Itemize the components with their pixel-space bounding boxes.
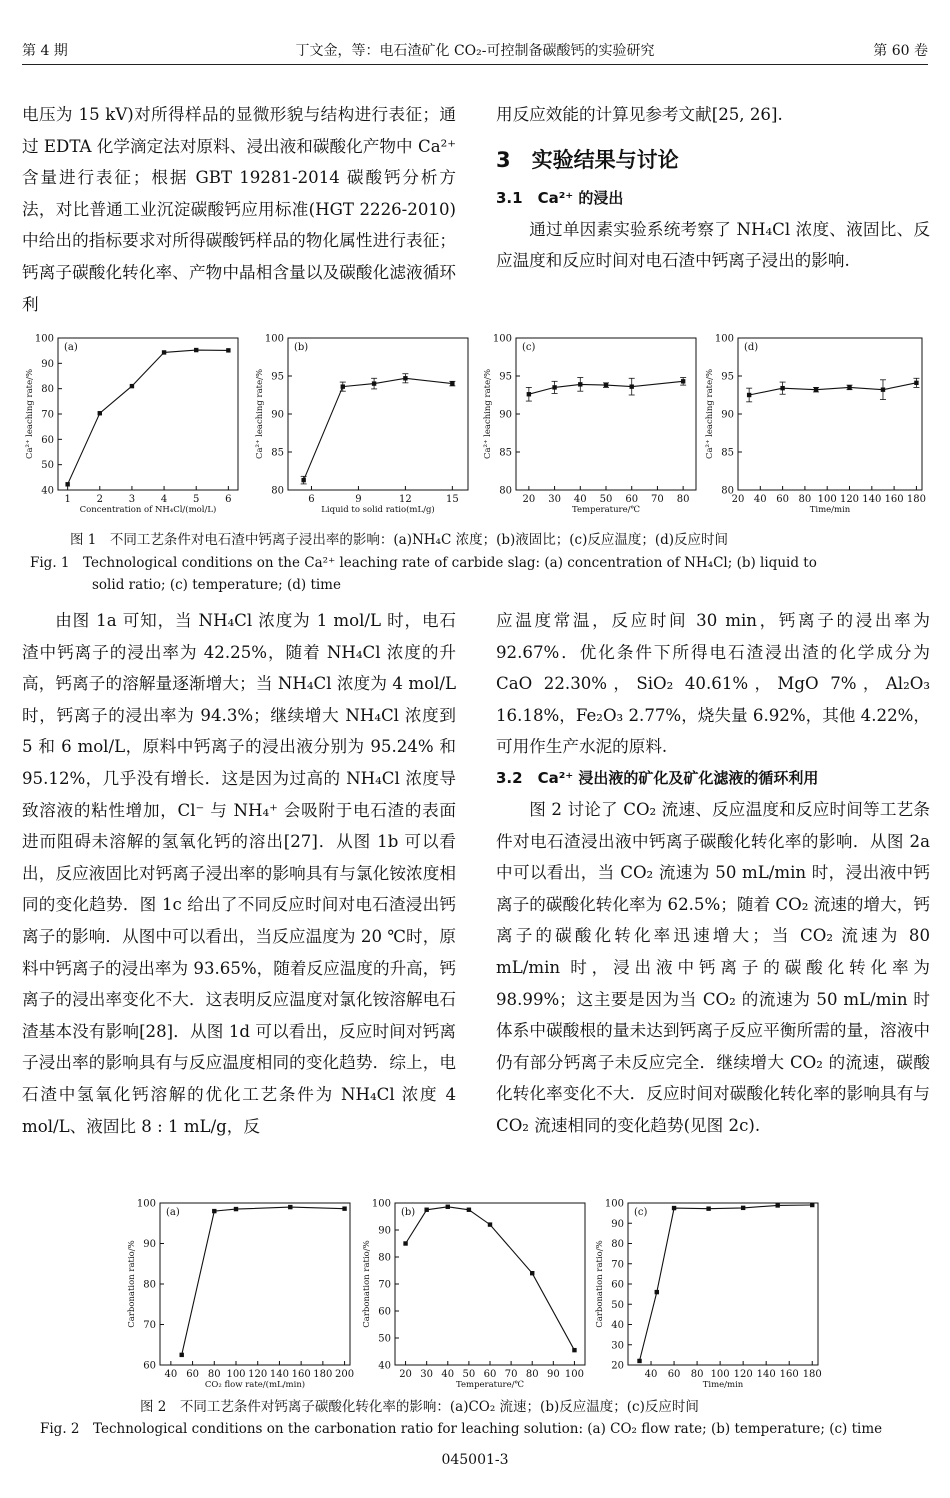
figure-2-caption-cn: 图 2 不同工艺条件对钙离子碳酸化转化率的影响：(a)CO₂ 流速；(b)反应温度；(c)反应时间 <box>140 1399 699 1415</box>
y-tick-label: 100 <box>492 333 512 345</box>
data-point <box>672 1206 676 1210</box>
series-line <box>68 350 229 484</box>
y-tick-label: 100 <box>714 333 734 345</box>
y-tick-label: 40 <box>611 1320 624 1331</box>
series-line <box>749 383 916 395</box>
y-tick-label: 60 <box>41 434 54 446</box>
x-tick-label: 70 <box>504 1369 518 1380</box>
plot-frame <box>58 338 238 490</box>
y-tick-label: 80 <box>721 485 734 497</box>
y-tick-label: 90 <box>143 1239 156 1250</box>
x-tick-label: 5 <box>193 494 200 505</box>
x-tick-label: 80 <box>798 494 812 505</box>
x-tick-label: 160 <box>884 494 904 505</box>
y-tick-label: 40 <box>41 485 54 497</box>
panel-label: (d) <box>744 342 759 353</box>
figure-1-caption-en: Fig. 1 Technological conditions on the Ca²⁺ leaching rate of carbide slag: (a) concentration of NH₄Cl; (b) liquid to <box>30 555 817 571</box>
x-tick-label: 40 <box>753 494 767 505</box>
x-tick-label: 40 <box>644 1369 658 1380</box>
data-point <box>424 1208 428 1212</box>
y-tick-label: 40 <box>378 1360 391 1372</box>
paragraph-optimal-conditions: 应温度常温，反应时间 30 min，钙离子的浸出率为 92.67%．优化条件下所得电石渣浸出渣的化学成分为 CaO 22.30%，SiO₂ 40.61%，MgO 7%，Al₂O₃ 16.18%，Fe₂O₃ 2.77%，烧失量 6.92%，其他 4.22%，可用作生产水泥的原料. <box>496 611 930 757</box>
paragraph-fig1-discussion: 由图 1a 可知，当 NH₄Cl 浓度为 1 mol/L 时，电石渣中钙离子的浸出率为 42.25%，随着 NH₄Cl 浓度的升高，钙离子的溶解量逐渐增大；当 NH₄Cl 浓度为 4 mol/L 时，钙离子的浸出率为 94.3%；继续增大 NH₄Cl 浓度到 5 和 6 mol/L，原料中钙离子的浸出液分别为 95.24% 和 95.12%，几乎没有增长．这是因为过高的 NH₄Cl 浓度导致溶液的粘性增加，Cl⁻ 与 NH₄⁺ 会吸附于电石渣的表面进而阻碍未溶解的氢氧化钙的溶出[27]．从图 1b 可以看出，反应液固比对钙离子浸出率的影响具有与氯化铵浓度相同的变化趋势．图 1c 给出了不同反应时间对电石渣浸出钙离子的影响．从图中可以看出，当反应温度为 20 ℃时，原料中钙离子的浸出率为 93.65%，随着反应温度的升高，钙离子的浸出率变化不大．这表明反应温度对氯化铵溶解电石渣基本没有影响[28]．从图 1d 可以看出，反应时间对钙离子浸出率的影响具有与反应温度相同的变化趋势．综上，电石渣中氢氧化钙溶解的优化工艺条件为 NH₄Cl 浓度 4 mol/L、液固比 8 : 1 mL/g，反 <box>22 611 456 1136</box>
y-axis-label: Ca²⁺ leaching rate/% <box>25 368 35 460</box>
x-tick-label: 50 <box>462 1369 476 1380</box>
y-tick-label: 60 <box>143 1360 156 1372</box>
x-tick-label: 6 <box>225 494 232 505</box>
x-tick-label: 160 <box>779 1369 799 1380</box>
x-axis-label: Temperature/℃ <box>571 505 641 515</box>
x-tick-label: 60 <box>667 1369 681 1380</box>
x-tick-label: 20 <box>522 494 536 505</box>
y-tick-label: 70 <box>611 1259 624 1271</box>
data-point <box>226 348 230 352</box>
y-tick-label: 90 <box>611 1218 624 1230</box>
y-tick-label: 90 <box>378 1225 391 1237</box>
x-tick-label: 30 <box>420 1369 434 1380</box>
y-tick-label: 85 <box>499 447 512 459</box>
x-tick-label: 90 <box>546 1369 560 1380</box>
x-axis-label: Concentration of NH₄Cl/(mol/L) <box>79 505 217 515</box>
y-tick-label: 20 <box>611 1360 624 1372</box>
paragraph-carbonation: 图 2 讨论了 CO₂ 流速、反应温度和反应时间等工艺条件对电石渣浸出液中钙离子碳酸化转化率的影响．从图 2a 中可以看出，当 CO₂ 流速为 50 mL/min 时，浸出液中钙离子的碳酸化转化率为 62.5%；随着 CO₂ 流速的增大，钙离子的碳酸化转化率迅速增大；当 CO₂ 流速为 80 mL/min 时，浸出液中钙离子的碳酸化转化率为 98.99%；这主要是因为当 CO₂ 的流速为 50 mL/min 时体系中碳酸根的量未达到钙离子反应平衡所需的量，溶液中仍有部分钙离子未反应完全．继续增大 CO₂ 的流速，碳酸化转化率变化不大．反应时间对碳酸化转化率的影响具有与 CO₂ 流速相同的变化趋势(见图 2c). <box>496 799 930 1135</box>
panel-label: (a) <box>166 1207 180 1218</box>
panel-label: (a) <box>64 342 78 353</box>
x-tick-label: 2 <box>96 494 103 505</box>
data-point <box>446 1205 450 1209</box>
y-tick-label: 100 <box>371 1198 391 1210</box>
x-tick-label: 60 <box>483 1369 497 1380</box>
y-axis-label: Ca²⁺ leaching rate/% <box>705 368 715 460</box>
y-tick-label: 95 <box>721 371 734 383</box>
series-line <box>406 1207 575 1350</box>
data-point <box>180 1353 184 1357</box>
figure-2b <box>355 1195 595 1399</box>
x-axis-label: Time/min <box>809 505 851 515</box>
y-axis-label: Ca²⁺ leaching rate/% <box>255 368 265 460</box>
data-point <box>234 1207 238 1211</box>
data-point <box>637 1359 641 1363</box>
x-axis-label: Temperature/℃ <box>455 1380 525 1390</box>
data-point <box>655 1290 659 1294</box>
x-tick-label: 40 <box>441 1369 455 1380</box>
data-point <box>450 381 454 385</box>
x-tick-label: 70 <box>651 494 664 505</box>
y-axis-label: Ca²⁺ leaching rate/% <box>483 368 493 460</box>
panel-label: (c) <box>522 342 536 353</box>
x-axis-label: Liquid to solid ratio(mL/g) <box>321 505 435 515</box>
figure-1b <box>254 330 474 524</box>
x-tick-label: 30 <box>548 494 561 505</box>
x-tick-label: 60 <box>186 1369 199 1380</box>
x-tick-label: 120 <box>248 1369 268 1380</box>
data-point <box>775 1203 779 1207</box>
y-tick-label: 80 <box>499 485 512 497</box>
y-tick-label: 80 <box>41 384 54 396</box>
paragraph-references: 用反应效能的计算见参考文献[25, 26]. <box>496 105 783 124</box>
data-point <box>552 385 556 389</box>
x-tick-label: 80 <box>207 1369 221 1380</box>
figure-1d <box>704 330 934 524</box>
y-tick-label: 80 <box>271 485 284 497</box>
x-tick-label: 4 <box>160 494 168 505</box>
section-heading-3: 3 实验结果与讨论 <box>496 147 679 172</box>
left-column-mid <box>22 605 456 1142</box>
data-point <box>194 348 198 352</box>
y-tick-label: 90 <box>41 358 54 370</box>
x-tick-label: 180 <box>906 494 926 505</box>
x-tick-label: 100 <box>817 494 837 505</box>
figure-1-caption-cn: 图 1 不同工艺条件对电石渣中钙离子浸出率的影响：(a)NH₄C 浓度；(b)液固比；(c)反应温度；(d)反应时间 <box>70 532 729 548</box>
data-point <box>814 387 818 391</box>
y-tick-label: 70 <box>41 409 54 421</box>
data-point <box>162 350 166 354</box>
data-point <box>488 1222 492 1226</box>
figure-1c <box>482 330 702 524</box>
x-tick-label: 200 <box>335 1369 355 1380</box>
y-tick-label: 50 <box>41 460 54 472</box>
panel-label: (b) <box>401 1207 416 1218</box>
x-tick-label: 140 <box>269 1369 289 1380</box>
x-tick-label: 1 <box>64 494 71 505</box>
x-tick-label: 140 <box>862 494 882 505</box>
panel-label: (b) <box>294 342 309 353</box>
y-tick-label: 60 <box>611 1279 624 1291</box>
volume-number: 第 60 卷 <box>873 43 928 59</box>
data-point <box>65 482 69 486</box>
y-tick-label: 100 <box>264 333 284 345</box>
running-title: 丁文金，等：电石渣矿化 CO₂-可控制备碳酸钙的实验研究 <box>295 43 655 59</box>
data-point <box>847 385 851 389</box>
data-point <box>881 387 885 391</box>
x-tick-label: 12 <box>399 494 412 505</box>
x-tick-label: 160 <box>291 1369 311 1380</box>
x-tick-label: 9 <box>355 494 362 505</box>
x-tick-label: 80 <box>676 494 690 505</box>
data-point <box>527 392 531 396</box>
y-tick-label: 70 <box>143 1320 156 1331</box>
x-tick-label: 80 <box>525 1369 539 1380</box>
data-point <box>780 386 784 390</box>
x-tick-label: 3 <box>128 494 136 505</box>
data-point <box>467 1208 471 1212</box>
x-tick-label: 40 <box>164 1369 178 1380</box>
figure-2-caption-en: Fig. 2 Technological conditions on the carbonation ratio for leaching solution: (a) CO₂ flow rate; (b) temperature; (c) time <box>40 1421 883 1437</box>
page-number: 045001-3 <box>441 1452 509 1468</box>
y-tick-label: 90 <box>721 409 734 421</box>
series-line <box>304 378 453 480</box>
data-point <box>681 379 685 383</box>
paragraph-methods: 电压为 15 kV)对所得样品的显微形貌与结构进行表征；通过 EDTA 化学滴定法对原料、浸出液和碳酸化产物中 Ca²⁺ 含量进行表征；根据 GBT 19281-2014 碳酸钙分析方法，对比普通工业沉淀碳酸钙应用标准(HGT 2226-2010)中给出的指标要求对所得碳酸钙样品的物化属性进行表征；钙离子碳酸化转化率、产物中晶相含量以及碳酸化滤液循环利 <box>22 105 456 314</box>
y-tick-label: 95 <box>271 371 284 383</box>
data-point <box>810 1203 814 1207</box>
x-tick-label: 60 <box>776 494 789 505</box>
plot-frame <box>288 338 468 490</box>
data-point <box>130 384 134 388</box>
data-point <box>747 393 751 397</box>
y-tick-label: 85 <box>721 447 734 459</box>
right-column-mid <box>496 605 930 1142</box>
figure-1a <box>22 330 242 524</box>
x-axis-label: CO₂ flow rate/(mL/min) <box>204 1380 306 1390</box>
data-point <box>98 411 102 415</box>
x-tick-label: 6 <box>308 494 315 505</box>
data-point <box>342 1206 346 1210</box>
x-axis-label: Time/min <box>702 1380 744 1390</box>
data-point <box>741 1206 745 1210</box>
right-column-top <box>496 99 930 277</box>
y-tick-label: 50 <box>611 1299 624 1311</box>
left-column-top <box>22 99 456 320</box>
x-tick-label: 100 <box>710 1369 730 1380</box>
plot-frame <box>516 338 696 490</box>
plot-frame <box>738 338 922 490</box>
data-point <box>212 1209 216 1213</box>
y-tick-label: 80 <box>378 1252 391 1264</box>
figure-2a <box>120 1195 360 1399</box>
section-heading-3-2: 3.2 Ca²⁺ 浸出液的矿化及矿化滤液的循环利用 <box>496 768 819 787</box>
x-tick-label: 140 <box>756 1369 776 1380</box>
y-tick-label: 30 <box>611 1340 624 1352</box>
figure-2c <box>588 1195 828 1399</box>
y-tick-label: 60 <box>378 1306 391 1318</box>
x-tick-label: 180 <box>802 1369 822 1380</box>
data-point <box>604 383 608 387</box>
y-axis-label: Carbonation ratio/% <box>127 1240 137 1328</box>
y-tick-label: 100 <box>136 1198 156 1210</box>
x-tick-label: 50 <box>599 494 613 505</box>
data-point <box>288 1205 292 1209</box>
issue-number: 第 4 期 <box>22 43 68 59</box>
series-line <box>640 1205 813 1361</box>
section-heading-3-1: 3.1 Ca²⁺ 的浸出 <box>496 188 624 207</box>
y-tick-label: 95 <box>499 371 512 383</box>
data-point <box>572 1348 576 1352</box>
data-point <box>341 384 345 388</box>
plot-frame <box>628 1203 818 1365</box>
plot-frame <box>160 1203 350 1365</box>
data-point <box>530 1271 534 1275</box>
data-point <box>578 382 582 386</box>
x-tick-label: 15 <box>445 494 459 505</box>
data-point <box>372 381 376 385</box>
x-tick-label: 120 <box>733 1369 753 1380</box>
paragraph-leaching-intro: 通过单因素实验系统考察了 NH₄Cl 浓度、液固比、反应温度和反应时间对电石渣中钙离子浸出的影响. <box>496 219 930 271</box>
y-tick-label: 90 <box>499 409 512 421</box>
data-point <box>403 1241 407 1245</box>
y-tick-label: 90 <box>271 409 284 421</box>
y-tick-label: 85 <box>271 447 284 459</box>
y-tick-label: 50 <box>378 1333 391 1345</box>
x-tick-label: 80 <box>690 1369 704 1380</box>
data-point <box>706 1206 710 1210</box>
figure-1-caption-en-line2: solid ratio; (c) temperature; (d) time <box>92 577 341 593</box>
data-point <box>914 381 918 385</box>
y-tick-label: 80 <box>611 1239 624 1250</box>
data-point <box>301 478 305 482</box>
x-tick-label: 60 <box>625 494 639 505</box>
panel-label: (c) <box>634 1207 648 1218</box>
series-line <box>182 1207 345 1355</box>
x-tick-label: 180 <box>313 1369 333 1380</box>
y-tick-label: 100 <box>34 333 54 345</box>
plot-frame <box>395 1203 585 1365</box>
x-tick-label: 20 <box>399 1369 412 1380</box>
y-axis-label: Carbonation ratio/% <box>595 1240 605 1328</box>
y-tick-label: 70 <box>378 1279 391 1291</box>
y-tick-label: 80 <box>143 1279 156 1291</box>
data-point <box>630 384 634 388</box>
y-axis-label: Carbonation ratio/% <box>362 1240 372 1328</box>
x-tick-label: 100 <box>564 1369 584 1380</box>
data-point <box>403 376 407 380</box>
y-tick-label: 100 <box>604 1198 624 1210</box>
x-tick-label: 120 <box>839 494 860 505</box>
x-tick-label: 100 <box>226 1369 246 1380</box>
x-tick-label: 40 <box>573 494 587 505</box>
x-tick-label: 20 <box>731 494 745 505</box>
running-header <box>22 34 928 65</box>
